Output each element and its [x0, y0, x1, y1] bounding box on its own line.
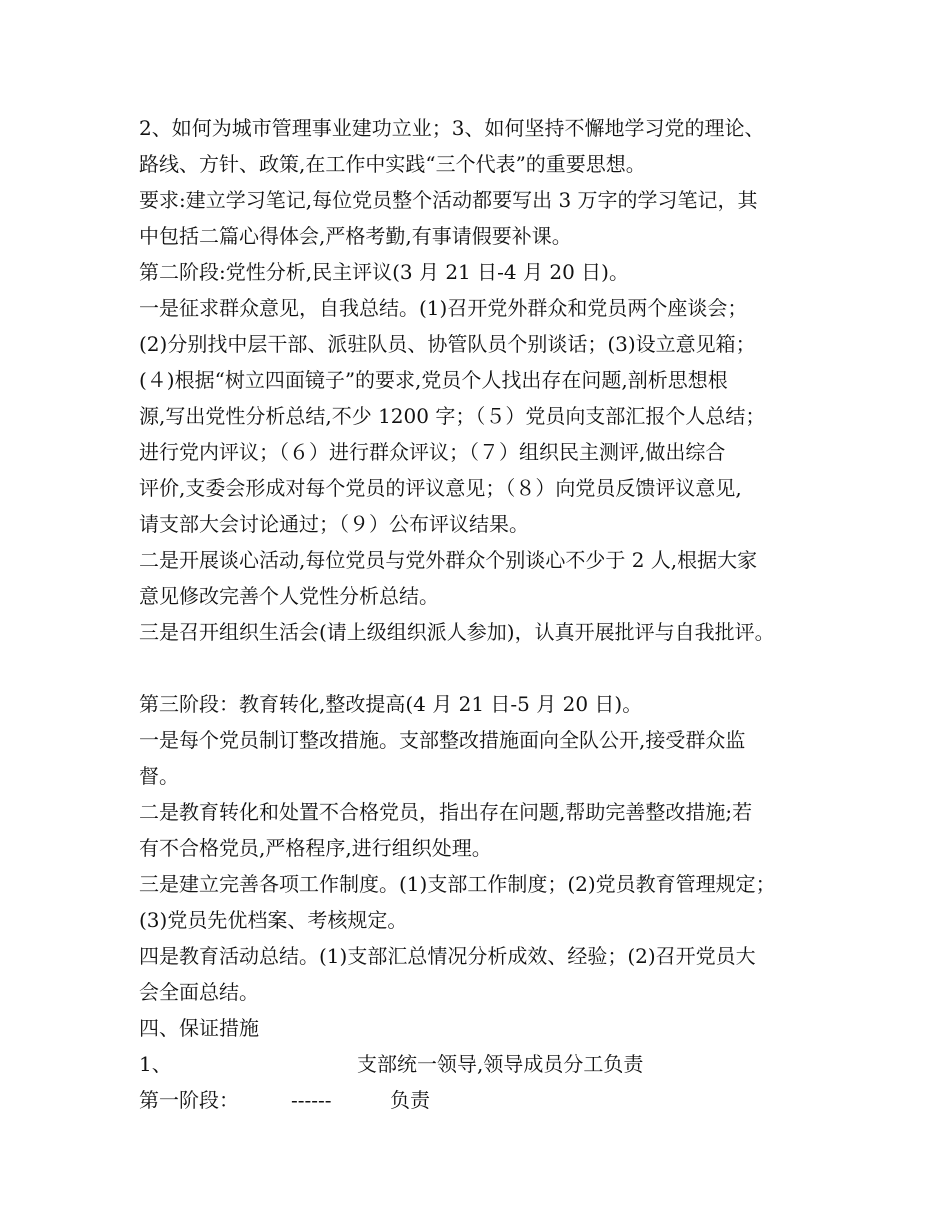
text-line: 一是征求群众意见，自我总结。(1)召开党外群众和党员两个座谈会； — [139, 296, 748, 320]
text-line: 一是每个党员制订整改措施。支部整改措施面向全队公开,接受群众监 — [139, 728, 746, 752]
stage-heading: 第二阶段:党性分析,民主评议(3 月 21 日-4 月 20 日)。 — [139, 260, 629, 284]
text-line: 进行党内评议；（６）进行群众评议；（７）组织民主测评,做出综合 — [139, 440, 726, 464]
text-line: 有不合格党员,严格程序,进行组织处理。 — [139, 836, 492, 860]
text-line: 四是教育活动总结。(1)支部汇总情况分析成效、经验；(2)召开党员大 — [139, 944, 756, 968]
text-line: 2、如何为城市管理事业建功立业；3、如何坚持不懈地学习党的理论、 — [139, 116, 765, 140]
text-line: 意见修改完善个人党性分析总结。 — [139, 584, 439, 608]
stage-label: 第一阶段： — [139, 1088, 239, 1112]
text-line: 三是建立完善各项工作制度。(1)支部工作制度；(2)党员教育管理规定； — [139, 872, 776, 896]
text-line: 源,写出党性分析总结,不少 1200 字；（５）党员向支部汇报个人总结； — [139, 404, 766, 428]
responsibility-text: 负责 — [390, 1088, 430, 1112]
measure-number: 1、 — [139, 1052, 172, 1076]
text-line: 督。 — [139, 764, 179, 788]
text-line: 评价,支委会形成对每个党员的评议意见；（８）向党员反馈评议意见, — [139, 476, 742, 500]
text-line: (４)根据“树立四面镜子”的要求,党员个人找出存在问题,剖析思想根 — [139, 368, 728, 392]
measure-text: 支部统一领导,领导成员分工负责 — [357, 1052, 644, 1076]
blank-dashes: ------ — [291, 1088, 332, 1112]
stage-heading: 第三阶段：教育转化,整改提高(4 月 21 日-5 月 20 日)。 — [139, 692, 643, 716]
text-line: 请支部大会讨论通过；（９）公布评议结果。 — [139, 512, 529, 536]
text-line: (3)党员先优档案、考核规定。 — [139, 908, 408, 932]
text-line: 要求:建立学习笔记,每位党员整个活动都要写出 3 万字的学习笔记，其 — [139, 188, 758, 212]
text-line: (2)分别找中层干部、派驻队员、协管队员个别谈话；(3)设立意见箱； — [139, 332, 756, 356]
text-line: 三是召开组织生活会(请上级组织派人参加)，认真开展批评与自我批评。 — [139, 620, 775, 644]
text-line: 二是教育转化和处置不合格党员，指出存在问题,帮助完善整改措施;若 — [139, 800, 753, 824]
section-heading: 四、保证措施 — [139, 1016, 259, 1040]
text-line: 路线、方针、政策,在工作中实践“三个代表”的重要思想。 — [139, 152, 646, 176]
stage-responsibility-line — [139, 1088, 430, 1208]
text-line: 二是开展谈心活动,每位党员与党外群众个别谈心不少于 2 人,根据大家 — [139, 548, 758, 572]
text-line: 会全面总结。 — [139, 980, 259, 1004]
text-line: 中包括二篇心得体会,严格考勤,有事请假要补课。 — [139, 224, 572, 248]
